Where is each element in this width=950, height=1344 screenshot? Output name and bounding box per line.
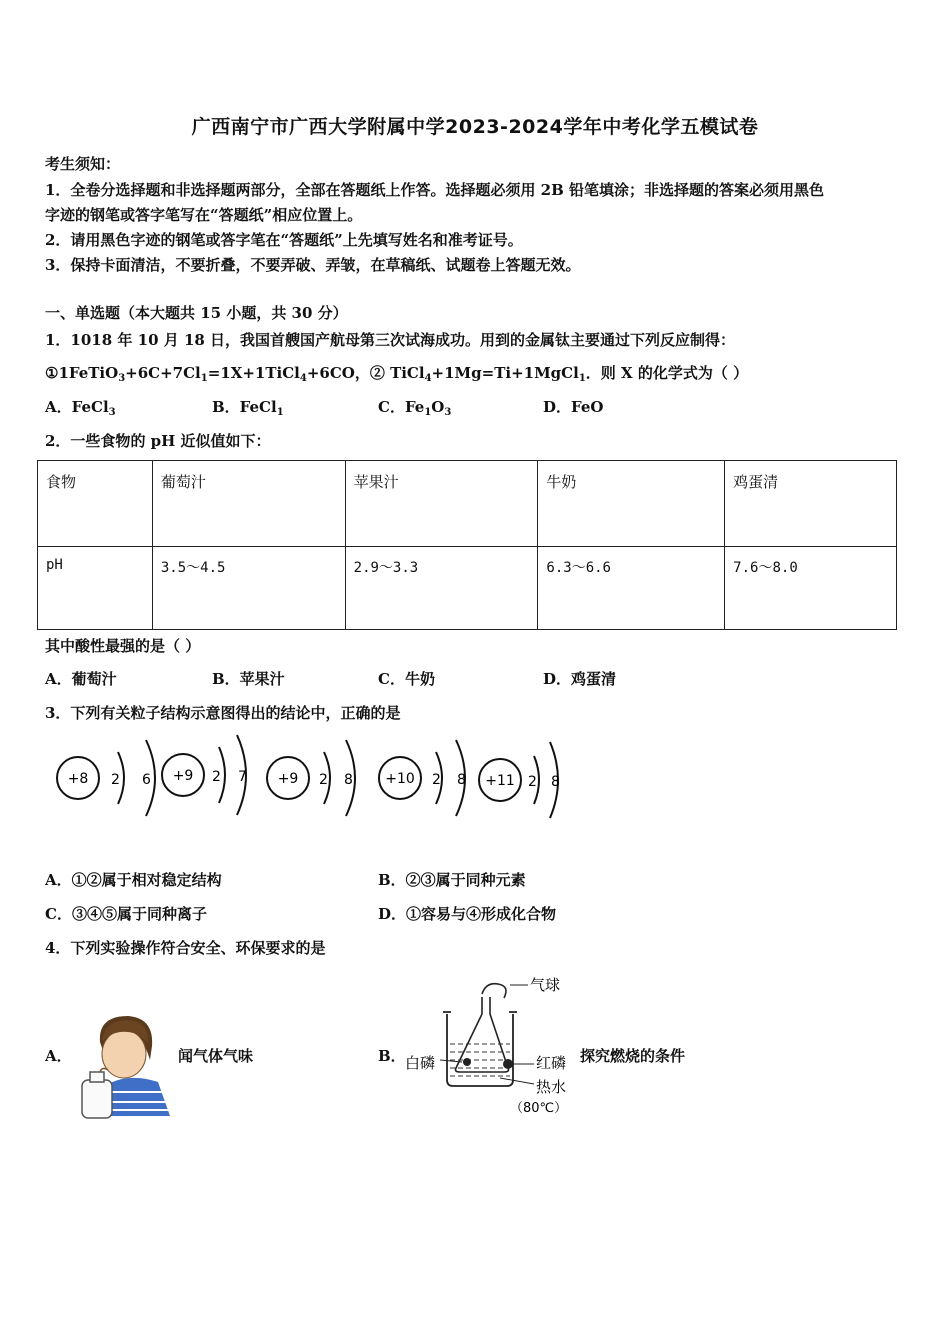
q2-option-c: C．牛奶 bbox=[378, 670, 435, 688]
table-cell: 食物 bbox=[38, 461, 153, 547]
svg-text:+11: +11 bbox=[485, 773, 515, 789]
q1-option-a: A．FeCl$_3$ bbox=[45, 398, 116, 418]
q2-question: 其中酸性最强的是（ ） bbox=[45, 637, 201, 655]
section-heading: 一、单选题（本大题共 15 小题，共 30 分） bbox=[45, 304, 348, 322]
notice-item-1a: 1．全卷分选择题和非选择题两部分，全部在答题纸上作答。选择题必须用 2B 铅笔填涂；非选择题的答案必须用黑色 bbox=[45, 181, 825, 199]
q2-option-b: B．苹果汁 bbox=[212, 670, 285, 688]
svg-text:2: 2 bbox=[432, 772, 441, 788]
svg-text:+9: +9 bbox=[277, 771, 299, 787]
svg-text:8: 8 bbox=[457, 772, 466, 788]
particle-diagrams bbox=[40, 730, 580, 850]
table-cell: 葡萄汁 bbox=[152, 461, 345, 547]
q4-option-a-caption: 闻气体气味 bbox=[178, 1047, 254, 1065]
notice-item-2: 2．请用黑色字迹的钢笔或答字笔在“答题纸”上先填写姓名和准考证号。 bbox=[45, 231, 523, 249]
q3-option-c: C．③④⑤属于同种离子 bbox=[45, 905, 207, 923]
q2-option-a: A．葡萄汁 bbox=[45, 670, 117, 688]
q3-stem: 3．下列有关粒子结构示意图得出的结论中，正确的是 bbox=[45, 704, 401, 722]
q1-stem: 1．1018 年 10 月 18 日，我国首艘国产航母第三次试海成功。用到的金属钛主要通过下列反应制得： bbox=[45, 331, 736, 349]
q4-stem: 4．下列实验操作符合安全、环保要求的是 bbox=[45, 939, 326, 957]
table-cell: 鸡蛋清 bbox=[725, 461, 897, 547]
q4-option-b-letter: B． bbox=[378, 1047, 406, 1065]
svg-text:气球: 气球 bbox=[530, 976, 561, 994]
combustion-apparatus bbox=[400, 972, 580, 1120]
svg-text:8: 8 bbox=[344, 772, 353, 788]
q1-option-c: C．$Fe_1O_3$ bbox=[378, 398, 452, 418]
particle-1 bbox=[57, 740, 155, 850]
table-cell: 牛奶 bbox=[538, 461, 725, 547]
q3-option-d: D．①容易与④形成化合物 bbox=[378, 905, 557, 923]
svg-text:2: 2 bbox=[319, 772, 328, 788]
svg-text:红磷: 红磷 bbox=[536, 1054, 567, 1072]
particle-3 bbox=[267, 740, 355, 850]
q2-option-d: D．鸡蛋清 bbox=[543, 670, 617, 688]
svg-text:+8: +8 bbox=[67, 771, 89, 787]
table-cell: 苹果汁 bbox=[345, 461, 538, 547]
svg-text:2: 2 bbox=[528, 774, 537, 790]
q3-option-a: A．①②属于相对稳定结构 bbox=[45, 871, 222, 889]
svg-text:6: 6 bbox=[142, 772, 151, 788]
page-title: 广西南宁市广西大学附属中学2023-2024学年中考化学五模试卷 bbox=[191, 116, 759, 138]
svg-text:7: 7 bbox=[238, 769, 247, 785]
table-cell: 7.6～8.0 bbox=[725, 546, 897, 629]
svg-text:2: 2 bbox=[111, 772, 120, 788]
q4-option-b-caption: 探究燃烧的条件 bbox=[580, 1047, 686, 1065]
q4-option-a-letter: A． bbox=[45, 1047, 72, 1065]
q1-option-b: B．FeCl$_1$ bbox=[212, 398, 284, 418]
svg-text:+9: +9 bbox=[172, 768, 194, 784]
notice-item-1b: 字迹的钢笔或答字笔写在“答题纸”相应位置上。 bbox=[45, 206, 363, 224]
svg-text:热水: 热水 bbox=[536, 1078, 567, 1096]
q3-option-b: B．②③属于同种元素 bbox=[378, 871, 526, 889]
svg-text:白磷: 白磷 bbox=[405, 1054, 436, 1072]
q2-stem: 2．一些食物的 pH 近似值如下： bbox=[45, 432, 271, 450]
q1-reactions: $①1FeTiO_3+6C+7Cl_1=1X+1TiCl_4+6CO$，② TiCl$_4$+1Mg=Ti+1MgCl$_1$．则 X 的化学式为（ ） bbox=[45, 364, 749, 384]
table-cell: 3.5～4.5 bbox=[152, 546, 345, 629]
table-cell: 6.3～6.6 bbox=[538, 546, 725, 629]
svg-text:2: 2 bbox=[212, 769, 221, 785]
svg-text:8: 8 bbox=[551, 774, 560, 790]
q1-option-d: D．FeO bbox=[543, 398, 604, 416]
smelling-gas-illustration bbox=[78, 1012, 173, 1120]
table-cell: pH bbox=[38, 546, 153, 629]
svg-text:（80℃）: （80℃） bbox=[510, 1101, 568, 1116]
ph-table bbox=[37, 460, 897, 630]
notice-heading: 考生须知： bbox=[45, 155, 121, 173]
particle-2 bbox=[162, 735, 247, 850]
notice-item-3: 3．保持卡面清洁，不要折叠，不要弄破、弄皱，在草稿纸、试题卷上答题无效。 bbox=[45, 256, 581, 274]
particle-4 bbox=[379, 740, 466, 850]
table-row bbox=[38, 546, 897, 629]
svg-text:+10: +10 bbox=[385, 771, 415, 787]
table-cell: 2.9～3.3 bbox=[345, 546, 538, 629]
table-header-row bbox=[38, 461, 897, 547]
particle-5 bbox=[479, 742, 560, 850]
